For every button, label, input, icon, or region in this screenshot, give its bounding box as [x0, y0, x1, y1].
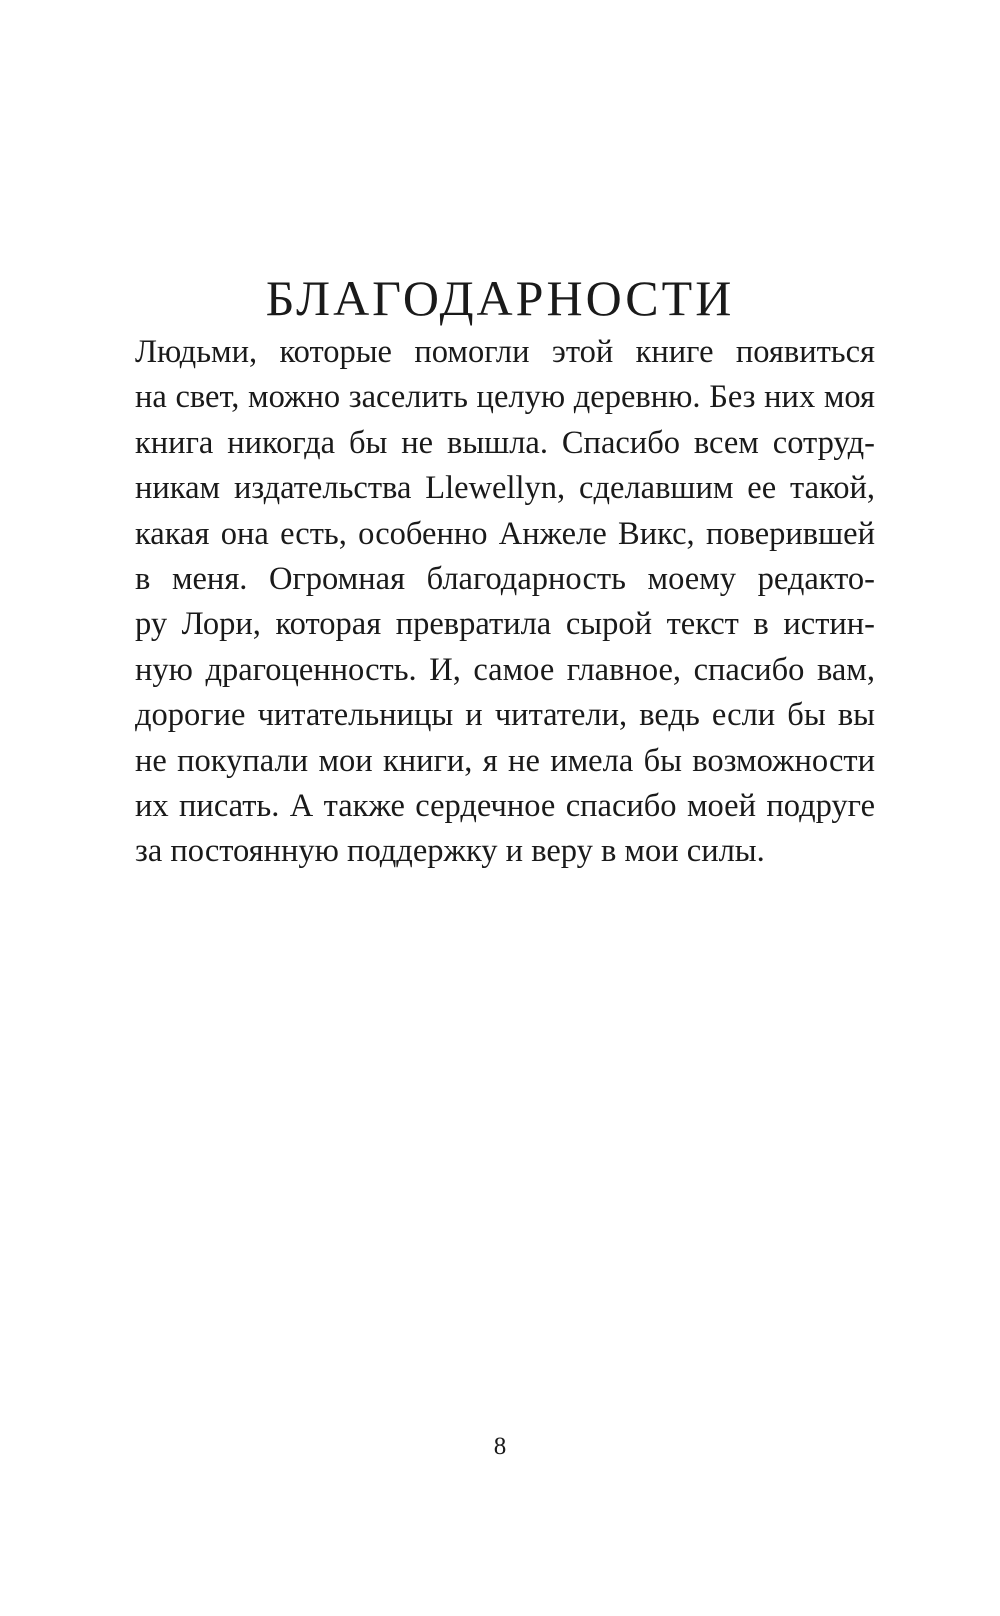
paragraph-line: книга никогда бы не вышла. Спасибо всем сотруд-: [135, 424, 875, 461]
paragraph-line: дорогие читательницы и читатели, ведь если бы вы: [135, 697, 875, 734]
paragraph-line: на свет, можно заселить целую деревню. Без них моя: [135, 379, 875, 416]
paragraph-line: их писать. А также сердечное спасибо моей подруге: [135, 788, 875, 825]
acknowledgements-paragraph: [135, 330, 875, 875]
paragraph-line: никам издательства Llewellyn, сделавшим ее такой,: [135, 470, 875, 507]
paragraph-line: ру Лори, которая превратила сырой текст в истин-: [135, 606, 875, 643]
paragraph-line: в меня. Огромная благодарность моему редакто-: [135, 561, 875, 598]
paragraph-line: какая она есть, особенно Анжеле Викс, поверившей: [135, 515, 875, 552]
paragraph-line: не покупали мои книги, я не имела бы возможности: [135, 742, 875, 779]
paragraph-line: Людьми, которые помогли этой книге появиться: [135, 334, 875, 370]
page-title: БЛАГОДАРНОСТИ: [265, 270, 735, 326]
paragraph-line: ную драгоценность. И, самое главное, спасибо вам,: [135, 651, 875, 688]
page-number: 8: [493, 1433, 507, 1460]
paragraph-line: за постоянную поддержку и веру в мои силы.: [135, 833, 765, 870]
